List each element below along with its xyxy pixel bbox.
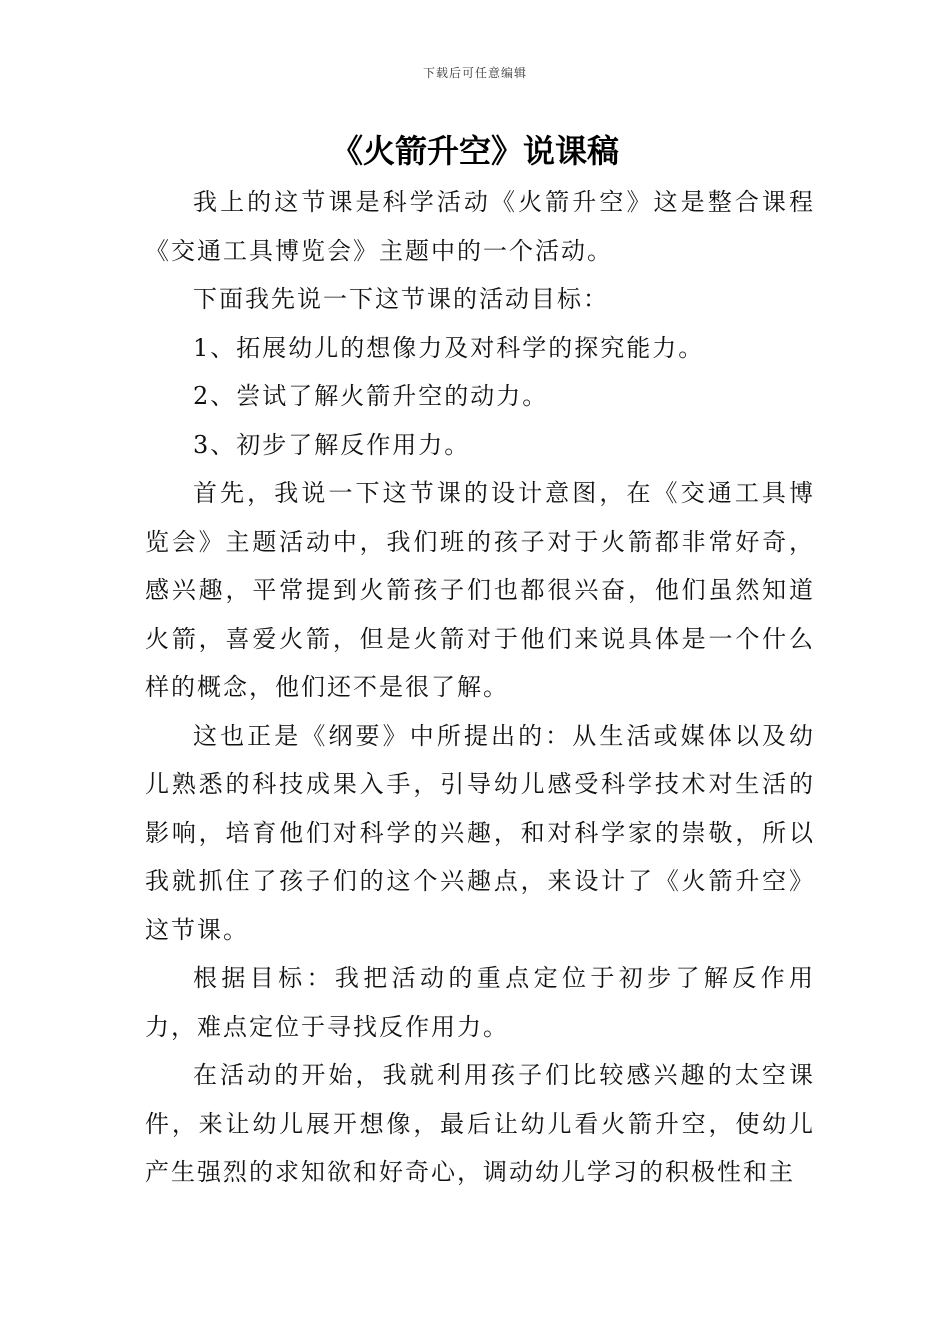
document-title: 《火箭升空》说课稿 [330,132,619,170]
goal-item: 1、拓展幼儿的想像力及对科学的探究能力。 [193,333,705,362]
focus-paragraph: 根据目标：我把活动的重点定位于初步了解反作用力，难点定位于寻找反作用力。 [145,964,815,1041]
intro-paragraph: 我上的这节课是科学活动《火箭升空》这是整合课程《交通工具博览会》主题中的一个活动。 [145,188,815,265]
goal-item: 2、尝试了解火箭升空的动力。 [193,382,549,410]
design-intent-paragraph: 首先，我说一下这节课的设计意图，在《交通工具博览会》主题活动中，我们班的孩子对于火箭都非常好奇，感兴趣，平常提到火箭孩子们也都很兴奋，他们虽然知道火箭，喜爱火箭，但是火箭对于他们来说具体是一个什么样的概念，他们还不是很了解。 [145,479,815,701]
activity-start-paragraph: 在活动的开始，我就利用孩子们比较感兴趣的太空课件，来让幼儿展开想像，最后让幼儿看火箭升空，使幼儿产生强烈的求知欲和好奇心，调动幼儿学习的积极性和主 [145,1061,815,1186]
header-note: 下载后可任意编辑 [422,66,527,80]
goal-item: 3、初步了解反作用力。 [193,430,471,459]
goals-heading: 下面我先说一下这节课的活动目标： [193,285,609,313]
document-body [145,178,815,1197]
outline-paragraph: 这也正是《纲要》中所提出的：从生活或媒体以及幼儿熟悉的科技成果入手，引导幼儿感受科学技术对生活的影响，培育他们对科学的兴趣，和对科学家的崇敬，所以我就抓住了孩子们的这个兴趣点，来设计了《火箭升空》这节课。 [145,721,815,944]
